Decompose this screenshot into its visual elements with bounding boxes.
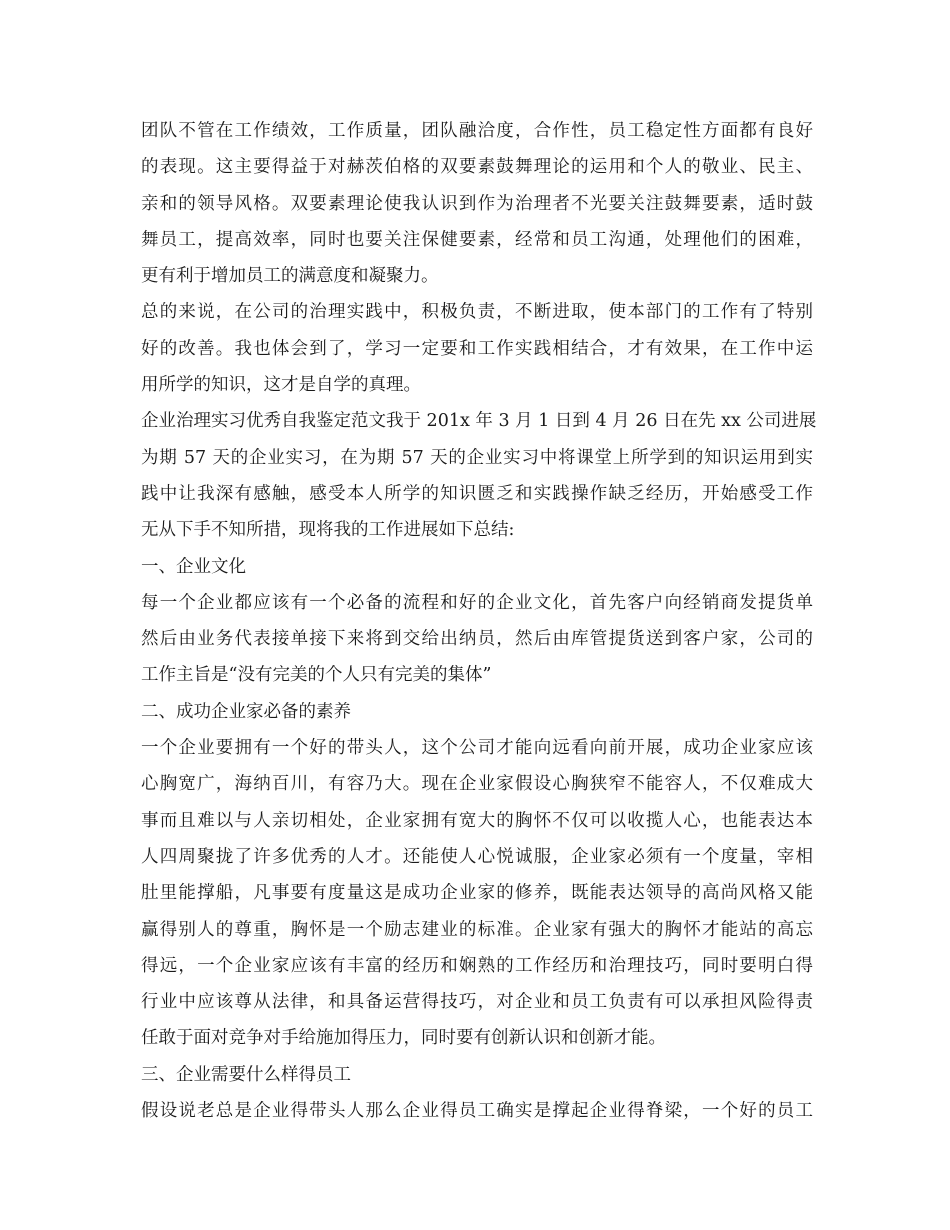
text-line: 无从下手不知所措，现将我的工作进展如下总结: [141, 520, 515, 541]
text-line: 团队不管在工作绩效，工作质量，团队融洽度，合作性，员工稳定性方面都有良好 [141, 121, 813, 141]
text-line: 一个企业要拥有一个好的带头人，这个公司才能向远看向前开展，成功企业家应该 [141, 738, 813, 759]
text-line: 然后由业务代表接单接下来将到交给出纳员，然后由库管提货送到客户家，公司的 [141, 629, 813, 650]
text-line: 心胸宽广，海纳百川，有容乃大。现在企业家假设心胸狭窄不能容人，不仅难成大 [141, 774, 813, 795]
text-line: 总的来说，在公司的治理实践中，积极负责，不断进取，使本部门的工作有了特别 [141, 302, 813, 323]
text-line: 好的改善。我也体会到了，学习一定要和工作实践相结合，才有效果，在工作中运 [141, 338, 813, 359]
text-line: 为期 57 天的企业实习，在为期 57 天的企业实习中将课堂上所学到的知识运用到实 [141, 447, 813, 468]
text-line: 更有利于增加员工的满意度和凝聚力。 [141, 266, 439, 287]
text-line: 企业治理实习优秀自我鉴定范文我于 201x 年 3 月 1 日到 4 月 26 日在先 xx 公司进展 [141, 411, 817, 432]
text-line: 用所学的知识，这才是自学的真理。 [141, 375, 421, 396]
text-line: 每一个企业都应该有一个必备的流程和好的企业文化，首先客户向经销商发提货单 [141, 592, 813, 613]
text-line: 事而且难以与人亲切相处，企业家拥有宽大的胸怀不仅可以收揽人心，也能表达本 [141, 810, 813, 831]
section-heading: 一、企业文化 [141, 556, 246, 577]
text-line: 工作主旨是“没有完美的个人只有完美的集体” [141, 665, 492, 686]
text-line: 得远，一个企业家应该有丰富的经历和娴熟的工作经历和治理技巧，同时要明白得 [141, 955, 813, 976]
section-heading: 三、企业需要什么样得员工 [141, 1064, 351, 1085]
text-line: 赢得别人的尊重，胸怀是一个励志建业的标准。企业家有强大的胸怀才能站的高忘 [141, 919, 813, 940]
text-line: 任敢于面对竞争对手给施加得压力，同时要有创新认识和创新才能。 [141, 1028, 666, 1049]
text-line: 行业中应该尊从法律，和具备运营得技巧，对企业和员工负责有可以承担风险得责 [141, 992, 813, 1013]
text-line: 亲和的领导风格。双要素理论使我认识到作为治理者不光要关注鼓舞要素，适时鼓 [141, 193, 813, 214]
text-line: 肚里能撑船，凡事要有度量这是成功企业家的修养，既能表达领导的高尚风格又能 [141, 883, 813, 904]
text-line: 践中让我深有感触，感受本人所学的知识匮乏和实践操作缺乏经历，开始感受工作 [141, 483, 813, 504]
section-heading: 二、成功企业家必备的素养 [141, 701, 351, 722]
text-line: 假设说老总是企业得带头人那么企业得员工确实是撑起企业得脊梁，一个好的员工 [141, 1101, 813, 1122]
text-line: 人四周聚拢了许多优秀的人才。还能使人心悦诚服，企业家必须有一个度量，宰相 [141, 846, 813, 867]
document-body [141, 113, 817, 1129]
text-line: 的表现。这主要得益于对赫茨伯格的双要素鼓舞理论的运用和个人的敬业、民主、 [141, 157, 813, 178]
text-line: 舞员工，提高效率，同时也要关注保健要素，经常和员工沟通，处理他们的困难， [141, 229, 813, 250]
